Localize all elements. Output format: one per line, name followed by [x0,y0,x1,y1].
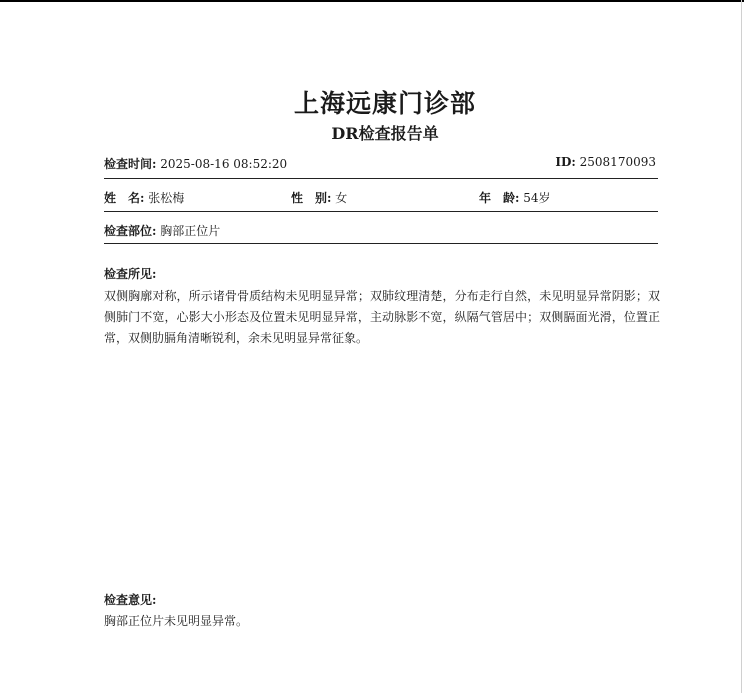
opinion-text: 胸部正位片未见明显异常。 [104,614,249,628]
patient-sex-value: 女 [335,191,348,205]
patient-age-label: 年 龄: [479,191,520,205]
exam-part-label: 检查部位: [104,224,157,238]
divider-top [104,178,658,179]
patient-age-value: 54岁 [523,191,551,205]
patient-sex-label: 性 别: [291,191,332,205]
patient-name-field [104,189,184,206]
exam-part-field [104,222,220,239]
id-value: 2508170093 [579,155,656,169]
patient-name-label: 姓 名: [104,191,145,205]
findings-text: 双侧胸廓对称，所示诸骨骨质结构未见明显异常；双肺纹理清楚，分布走行自然，未见明显异常阴影；双侧肺门不宽，心影大小形态及位置未见明显异常，主动脉影不宽，纵隔气管居中；双侧膈面光滑，位置正常，双侧肋膈角清晰锐利，余未见明显异常征象。 [104,289,660,345]
exam-part-value: 胸部正位片 [160,224,221,238]
findings-label: 检查所见: [104,267,157,281]
patient-age-field [479,189,551,206]
patient-name-value: 张松梅 [148,191,185,205]
id-label: ID: [555,155,576,169]
divider-middle [104,211,658,212]
id-field [555,155,656,169]
divider-bottom [104,243,658,244]
report-title: DR检查报告单 [331,124,439,143]
exam-time-field [104,155,287,172]
top-border [0,0,744,2]
hospital-name: 上海远康门诊部 [293,89,476,118]
exam-time-value: 2025-08-16 08:52:20 [160,157,288,171]
exam-time-label: 检查时间: [104,157,157,171]
opinion-label: 检查意见: [104,593,157,607]
patient-sex-field [291,189,347,206]
